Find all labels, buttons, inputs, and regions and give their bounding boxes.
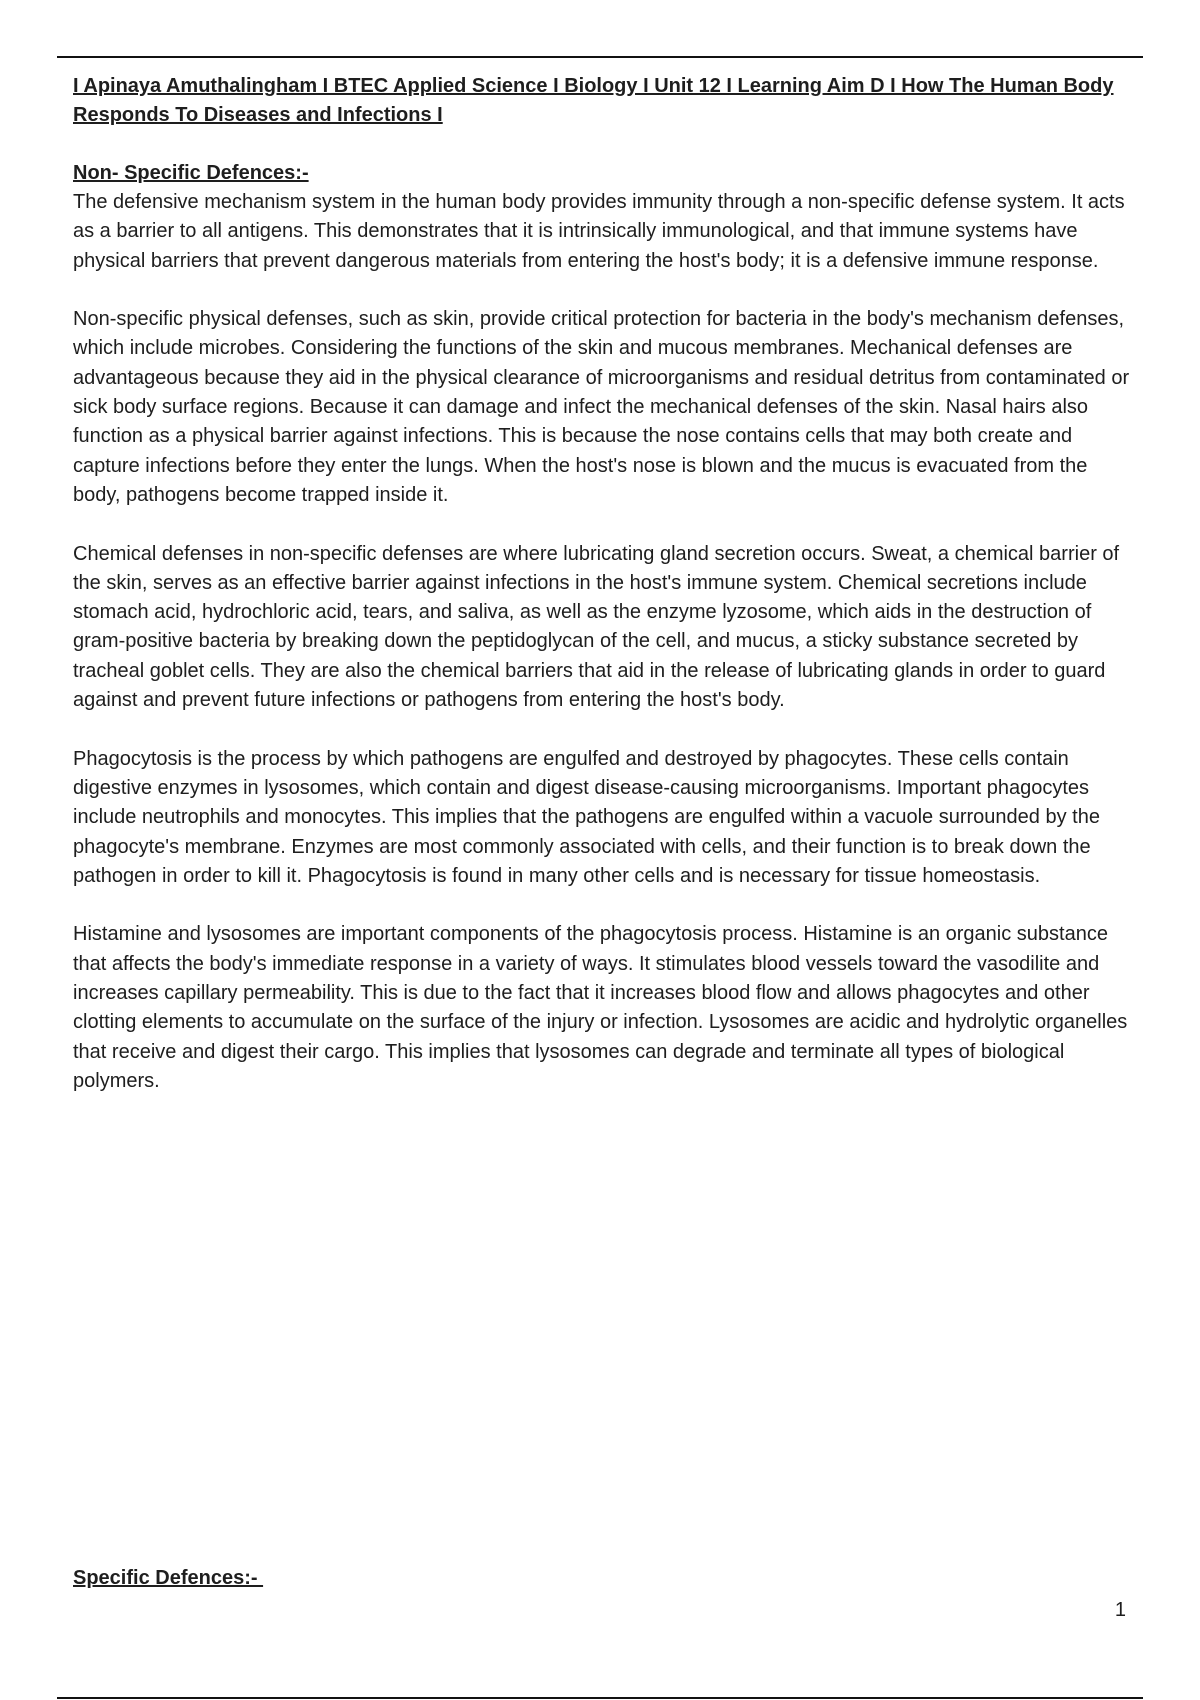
paragraph-physical-defenses: Non-specific physical defenses, such as skin, provide critical protection for bacteria in the body's mechanism defenses, which include microbes. Considering the functions of the skin and mucous membranes. Mechanical defenses are advantageous because they aid in the physical clearance of microorganisms and residual detritus from contaminated or sick body surface regions. Because it can damage and infect the mechanical defenses of the skin. Nasal hairs also function as a physical barrier against infections. This is because the nose contains cells that may both create and capture infections before they enter the lungs. When the host's nose is blown and the mucus is evacuated from the body, pathogens become trapped inside it. <box>73 308 1130 506</box>
page-number: 1 <box>1114 1599 1126 1621</box>
bottom-rule <box>57 1697 1143 1699</box>
paragraph-defensive-mechanism: The defensive mechanism system in the human body provides immunity through a non-specific defense system. It acts as a barrier to all antigens. This demonstrates that it is intrinsically immunological, and that immune systems have physical barriers that prevent dangerous materials from entering the host's body; it is a defensive immune response. <box>73 191 1125 272</box>
top-rule <box>57 56 1143 58</box>
document-title: I Apinaya Amuthalingham I BTEC Applied Science I Biology I Unit 12 I Learning Aim D I How The Human Body Responds To Diseases and Infections I <box>73 75 1114 126</box>
paragraph-chemical-defenses: Chemical defenses in non-specific defenses are where lubricating gland secretion occurs. Sweat, a chemical barrier of the skin, serves as an effective barrier against infections in the host's immune system. Chemical secretions include stomach acid, hydrochloric acid, tears, and saliva, as well as the enzyme lyzosome, which aids in the destruction of gram-positive bacteria by breaking down the peptidoglycan of the cell, and mucus, a sticky substance secreted by tracheal goblet cells. They are also the chemical barriers that aid in the release of lubricating glands in order to guard against and prevent future infections or pathogens from entering the host's body. <box>73 542 1120 712</box>
non-specific-defences-heading: Non- Specific Defences:- <box>73 162 309 184</box>
paragraph-histamine-lysosomes: Histamine and lysosomes are important components of the phagocytosis process. Histamine is an organic substance that affects the body's immediate response in a variety of ways. It stimulates blood vessels toward the vasodilite and increases capillary permeability. This is due to the fact that it increases blood flow and allows phagocytes and other clotting elements to accumulate on the surface of the injury or infection. Lysosomes are acidic and hydrolytic organelles that receive and digest their cargo. This implies that lysosomes can degrade and terminate all types of biological polymers. <box>73 923 1128 1092</box>
specific-defences-heading: Specific Defences:- <box>73 1567 264 1589</box>
document-body <box>73 72 1133 1126</box>
paragraph-phagocytosis: Phagocytosis is the process by which pathogens are engulfed and destroyed by phagocytes. These cells contain digestive enzymes in lysosomes, which contain and digest disease-causing microorganisms. Important phagocytes include neutrophils and monocytes. This implies that the pathogens are engulfed within a vacuole surrounded by the phagocyte's membrane. Enzymes are most commonly associated with cells, and their function is to break down the pathogen in order to kill it. Phagocytosis is found in many other cells and is necessary for tissue homeostasis. <box>73 747 1100 887</box>
